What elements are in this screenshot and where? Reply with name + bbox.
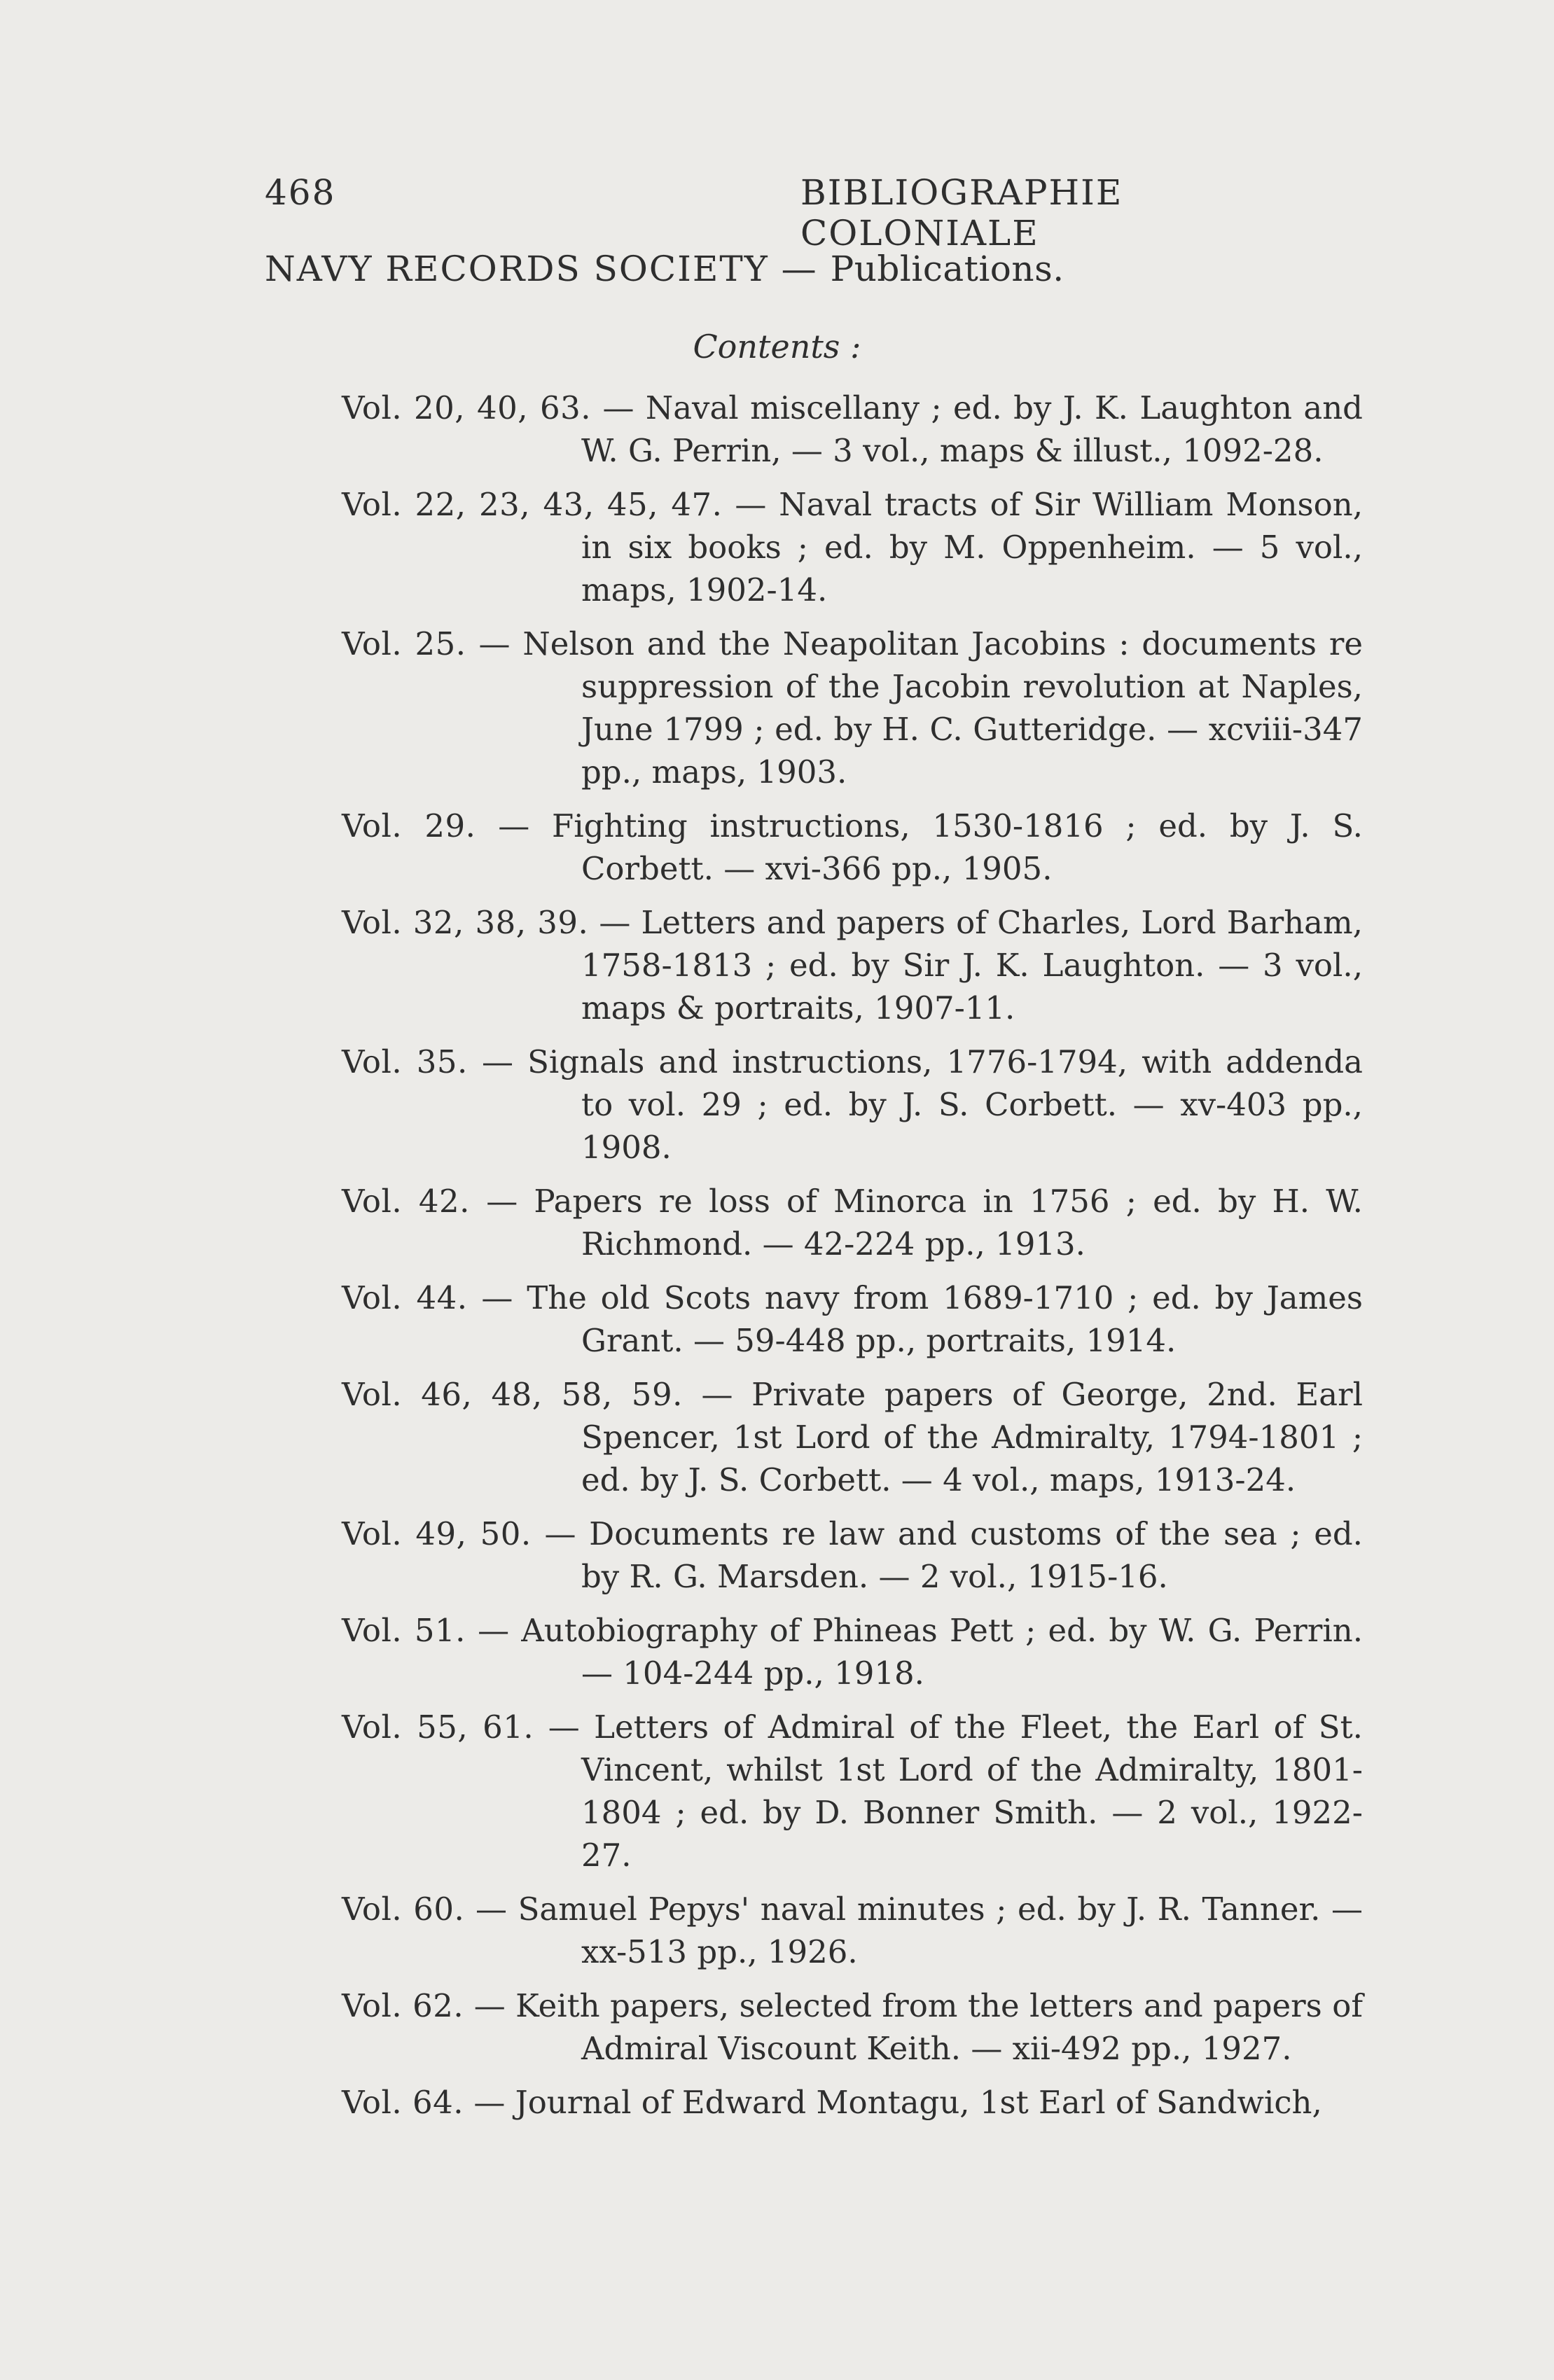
volume-reference: Vol. 29.	[342, 807, 476, 844]
volume-reference: Vol. 35.	[342, 1043, 468, 1080]
entry-text: — Keith papers, selected from the letters and papers of Admiral Viscount Keith. — xii-492 pp., 1927.	[473, 1987, 1363, 2067]
list-item	[342, 2081, 1363, 2124]
volume-reference: Vol. 25.	[342, 625, 466, 662]
entry-text: — Nelson and the Neapolitan Jacobins : documents re suppression of the Jacobin revolution at Naples, June 1799 ; ed. by H. C. Gutteridge. — xcviii-347 pp., maps, 1903.	[478, 625, 1363, 791]
entry-text: — The old Scots navy from 1689-1710 ; ed. by James Grant. — 59-448 pp., portraits, 1914.	[481, 1279, 1363, 1359]
entry-text: — Naval tracts of Sir William Monson, in six books ; ed. by M. Oppenheim. — 5 vol., maps, 1902-14.	[581, 486, 1363, 608]
list-item	[342, 1609, 1363, 1694]
volume-reference: Vol. 49, 50.	[342, 1515, 532, 1552]
page-number: 468	[265, 172, 336, 213]
entries-list	[342, 387, 1363, 2135]
entry-text: — Samuel Pepys' naval minutes ; ed. by J. R. Tanner. — xx-513 pp., 1926.	[475, 1891, 1363, 1970]
entry-text: — Documents re law and customs of the sea ; ed. by R. G. Marsden. — 2 vol., 1915-16.	[544, 1515, 1363, 1595]
list-item	[342, 805, 1363, 890]
entry-text: — Journal of Edward Montagu, 1st Earl of Sandwich,	[473, 2084, 1322, 2121]
list-item	[342, 387, 1363, 472]
list-item	[342, 1984, 1363, 2070]
volume-reference: Vol. 51.	[342, 1612, 466, 1649]
list-item	[342, 1512, 1363, 1598]
society-name: NAVY RECORDS SOCIETY	[265, 249, 769, 289]
entry-text: — Signals and instructions, 1776-1794, with addenda to vol. 29 ; ed. by J. S. Corbett. — xv-403 pp., 1908.	[481, 1043, 1363, 1166]
list-item	[342, 901, 1363, 1029]
volume-reference: Vol. 64.	[342, 2084, 464, 2121]
entry-text: — Fighting instructions, 1530-1816 ; ed. by J. S. Corbett. — xvi-366 pp., 1905.	[498, 807, 1363, 887]
running-head	[265, 172, 1361, 253]
list-item	[342, 1706, 1363, 1877]
journal-title: BIBLIOGRAPHIE COLONIALE	[800, 172, 1123, 253]
volume-reference: Vol. 44.	[342, 1279, 468, 1316]
list-item	[342, 483, 1363, 611]
volume-reference: Vol. 22, 23, 43, 45, 47.	[342, 486, 723, 523]
entry-text: — Private papers of George, 2nd. Earl Spencer, 1st Lord of the Admiralty, 1794-1801 ; ed. by J. S. Corbett. — 4 vol., maps, 1913-24.	[581, 1376, 1364, 1498]
volume-reference: Vol. 32, 38, 39.	[342, 904, 589, 941]
volume-reference: Vol. 42.	[342, 1183, 470, 1220]
volume-reference: Vol. 62.	[342, 1987, 464, 2024]
entry-text: — Papers re loss of Minorca in 1756 ; ed. by H. W. Richmond. — 42-224 pp., 1913.	[486, 1183, 1363, 1262]
section-subtitle: Publications.	[830, 249, 1064, 289]
contents-label: Contents :	[693, 328, 861, 366]
entry-text: — Autobiography of Phineas Pett ; ed. by W. G. Perrin. — 104-244 pp., 1918.	[478, 1612, 1364, 1692]
entry-text: — Letters of Admiral of the Fleet, the Earl of St. Vincent, whilst 1st Lord of the Admiralty, 1801-1804 ; ed. by D. Bonner Smith. — 2 vol., 1922-27.	[548, 1709, 1363, 1874]
volume-reference: Vol. 60.	[342, 1891, 465, 1928]
entry-text: — Naval miscellany ; ed. by J. K. Laughton and W. G. Perrin, — 3 vol., maps & illust., 1092-28.	[581, 389, 1363, 469]
list-item	[342, 1373, 1363, 1501]
section-title	[265, 249, 1064, 289]
list-item	[342, 622, 1363, 793]
list-item	[342, 1041, 1363, 1169]
title-separator: —	[781, 249, 818, 289]
volume-reference: Vol. 46, 48, 58, 59.	[342, 1376, 683, 1413]
list-item	[342, 1888, 1363, 1973]
entry-text: — Letters and papers of Charles, Lord Barham, 1758-1813 ; ed. by Sir J. K. Laughton. — 3 vol., maps & portraits, 1907-11.	[581, 904, 1363, 1027]
list-item	[342, 1180, 1363, 1265]
volume-reference: Vol. 20, 40, 63.	[342, 389, 592, 426]
list-item	[342, 1276, 1363, 1362]
volume-reference: Vol. 55, 61.	[342, 1709, 534, 1746]
